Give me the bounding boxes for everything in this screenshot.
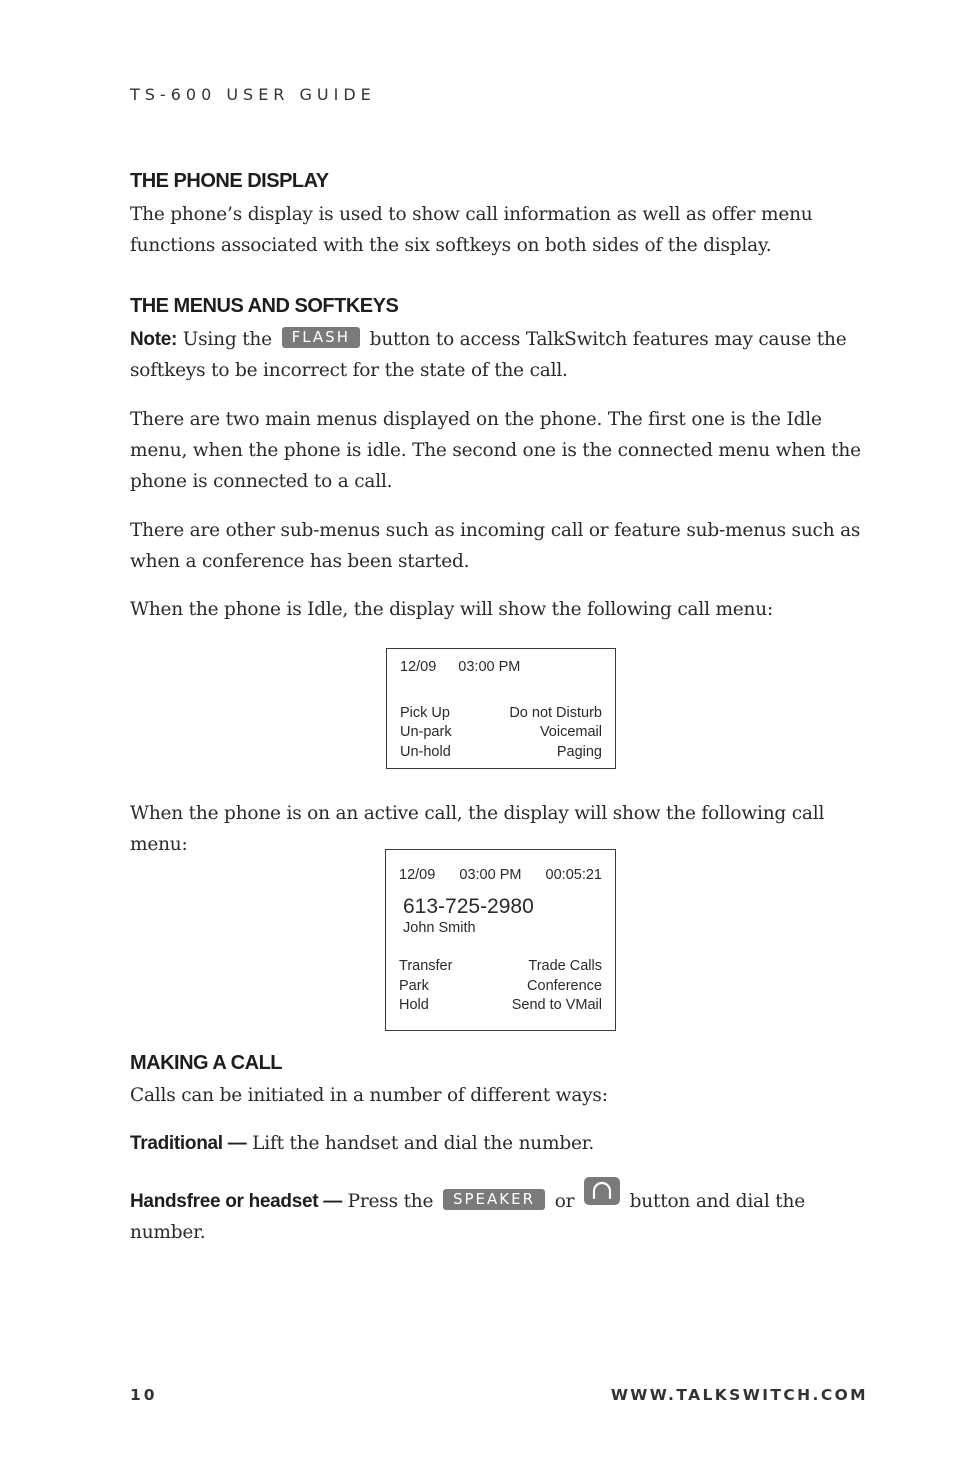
handsfree-method xyxy=(130,1177,875,1248)
making-call-intro: Calls can be initiated in a number of different ways: xyxy=(130,1085,608,1106)
idle-display-screen xyxy=(386,648,616,769)
active-call-display-screen xyxy=(385,849,616,1031)
active-softkey-row-3 xyxy=(399,997,602,1013)
idle-softkey-pick-up: Pick Up xyxy=(400,705,450,721)
speaker-key: SPEAKER xyxy=(443,1189,545,1210)
active-call-duration: 00:05:21 xyxy=(545,867,602,883)
page-number: 10 xyxy=(130,1386,158,1404)
handsfree-text-before: Press the xyxy=(347,1191,434,1212)
idle-time: 03:00 PM xyxy=(458,659,521,675)
flash-key: FLASH xyxy=(282,327,360,348)
handsfree-text-or: or xyxy=(554,1191,575,1212)
headset-key xyxy=(584,1177,620,1205)
active-display-status-row xyxy=(399,867,602,883)
traditional-label: Traditional — xyxy=(130,1133,247,1154)
idle-softkey-row-1 xyxy=(400,705,602,721)
active-caller-name: John Smith xyxy=(403,920,476,936)
active-date: 12/09 xyxy=(399,867,436,883)
note-text-before: Using the xyxy=(182,329,272,350)
active-softkey-trade-calls: Trade Calls xyxy=(528,958,602,974)
active-softkey-park: Park xyxy=(399,978,429,994)
idle-date: 12/09 xyxy=(400,659,437,675)
idle-softkey-un-hold: Un-hold xyxy=(400,744,451,760)
sub-menus-paragraph: There are other sub-menus such as incoming call or feature sub-menus such as when a conference has been started. xyxy=(130,520,861,572)
idle-softkey-row-3 xyxy=(400,744,602,760)
handsfree-label: Handsfree or headset — xyxy=(130,1191,342,1212)
section-heading-menus-softkeys: THE MENUS AND SOFTKEYS xyxy=(130,295,399,317)
note-label: Note: xyxy=(130,329,178,350)
phone-display-paragraph: The phone’s display is used to show call information as well as offer menu functions associated with the six softkeys on both sides of the display. xyxy=(130,204,813,256)
idle-menu-intro: When the phone is Idle, the display will show the following call menu: xyxy=(130,599,774,620)
active-softkey-send-to-vmail: Send to VMail xyxy=(511,997,602,1013)
active-softkey-hold: Hold xyxy=(399,997,429,1013)
idle-softkey-paging: Paging xyxy=(556,744,602,760)
idle-softkey-row-2 xyxy=(400,724,602,740)
active-softkey-transfer: Transfer xyxy=(399,958,453,974)
running-header: TS-600 USER GUIDE xyxy=(130,85,376,104)
traditional-method xyxy=(130,1128,875,1159)
handsfree-text-after: button and dial the number. xyxy=(130,1191,805,1243)
idle-display-status-row xyxy=(400,659,602,675)
traditional-text: Lift the handset and dial the number. xyxy=(252,1133,595,1154)
active-phone-number: 613-725-2980 xyxy=(403,895,534,918)
active-softkey-row-2 xyxy=(399,978,602,994)
active-softkey-row-1 xyxy=(399,958,602,974)
active-menu-intro: When the phone is on an active call, the display will show the following call menu: xyxy=(130,803,825,855)
main-menus-paragraph: There are two main menus displayed on the phone. The first one is the Idle menu, when the phone is idle. The second one is the connected menu when the phone is connected to a call. xyxy=(130,409,861,492)
note-text-after: button to access TalkSwitch features may cause the softkeys to be incorrect for the state of the call. xyxy=(130,329,847,381)
section-heading-phone-display: THE PHONE DISPLAY xyxy=(130,170,329,192)
website-url: WWW.TALKSWITCH.COM xyxy=(610,1386,868,1404)
note-paragraph xyxy=(130,324,875,386)
idle-softkey-un-park: Un-park xyxy=(400,724,452,740)
section-heading-making-a-call: MAKING A CALL xyxy=(130,1052,282,1074)
idle-softkey-voicemail: Voicemail xyxy=(539,724,602,740)
active-time: 03:00 PM xyxy=(459,867,522,883)
active-softkey-conference: Conference xyxy=(527,978,602,994)
idle-softkey-do-not-disturb: Do not Disturb xyxy=(509,705,602,721)
headset-icon xyxy=(590,1180,614,1202)
